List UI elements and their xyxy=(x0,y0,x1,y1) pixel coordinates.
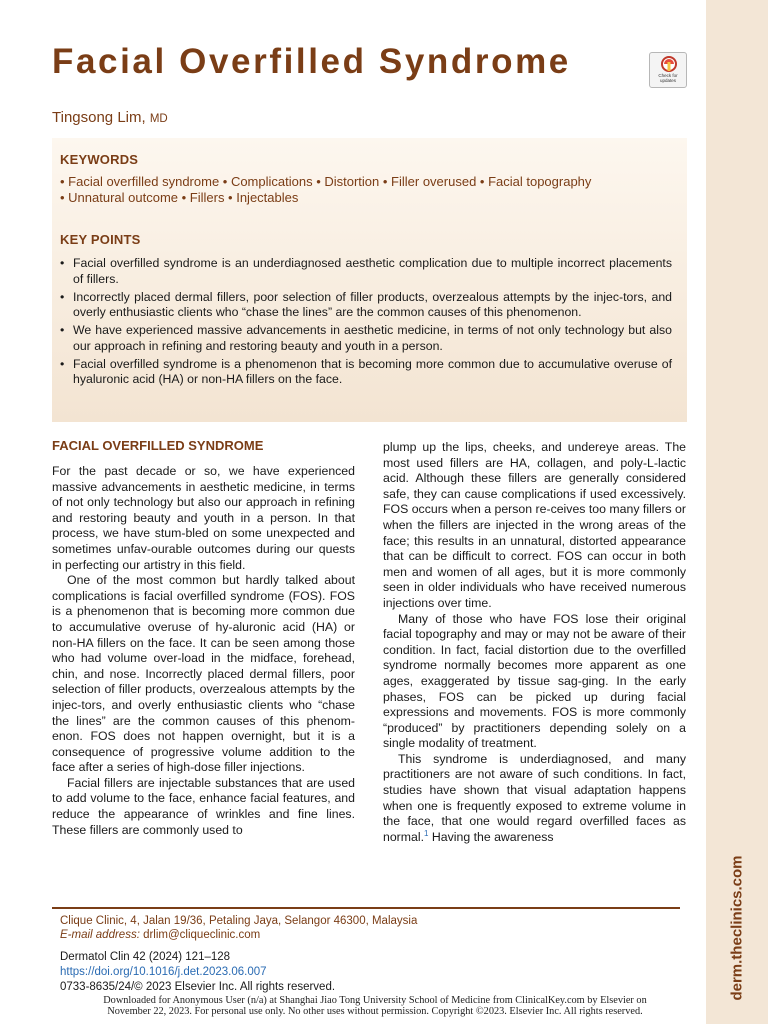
body-column-right xyxy=(383,440,686,845)
keywords-line: • Facial overfilled syndrome • Complications • Distortion • Filler overused • Facial topography xyxy=(60,174,592,189)
email-address[interactable]: drlim@cliqueclinic.com xyxy=(139,929,261,941)
key-point-item: • We have experienced massive advancements in aesthetic medicine, in terms of not only technology but also our approach in refining and restoring beauty and youth in a person. xyxy=(60,323,672,354)
body-paragraph: Many of those who have FOS lose their original facial topography and may or may not be aware of their condition. In fact, facial distortion due to the overfilled syndrome normally becomes more apparent as one ages, exaggerated by tissue sag-ging. In the early phases, FOS can be picked up during facial expressions and movements. FOS is more commonly “produced” by practitioners depending solely on a single modality of treatment. xyxy=(383,611,686,751)
key-point-item: • Facial overfilled syndrome is an underdiagnosed aesthetic complication due to multiple incorrect placements of fillers. xyxy=(60,256,672,287)
crossmark-icon xyxy=(659,56,679,73)
body-column-left xyxy=(52,464,355,838)
body-paragraph: One of the most common but hardly talked about complications is facial overfilled syndrome (FOS). FOS is a phenomenon that is becoming more common due to accumulative overuse of hy-aluronic acid (HA) or non-HA fillers on the face. It can be seen among those who had volume over-load in the midface, forehead, chin, and nose. Incorrectly placed dermal fillers, poor selection of filler products, overzealous attempts by the injec-tors, and overly enthusiastic clients who “chase the lines” are the common causes of this phenom-enon. FOS does not happen overnight, but it is a consequence of progressive volume addition to the face after a series of high-dose filler injections. xyxy=(52,573,355,775)
download-notice: Downloaded for Anonymous User (n/a) at Shanghai Jiao Tong University School of Medicine from ClinicalKey.com by Elsevier on November 22, 2023. For personal use only. No other uses without permission. Copyright ©2023. Elsevier Inc. All rights reserved. xyxy=(103,995,647,1017)
section-heading: FACIAL OVERFILLED SYNDROME xyxy=(52,438,264,453)
affiliation: Clique Clinic, 4, Jalan 19/36, Petaling Jaya, Selangor 46300, Malaysia xyxy=(60,915,418,927)
key-points-list xyxy=(60,256,672,390)
copyright: 0733-8635/24/© 2023 Elsevier Inc. All rights reserved. xyxy=(60,981,336,993)
author-byline xyxy=(52,109,168,126)
article-title: Facial Overfilled Syndrome xyxy=(52,42,571,81)
author-degree: MD xyxy=(149,113,168,125)
key-point-item: • Incorrectly placed dermal fillers, poor selection of filler products, overzealous attempts by the injec-tors, and overly enthusiastic clients who “chase the lines” are the common causes of this phenomenon. xyxy=(60,290,672,321)
footer-divider xyxy=(52,907,680,909)
check-for-updates-label: Check for updates xyxy=(658,73,678,83)
reference-link[interactable]: 1 xyxy=(424,828,429,838)
author-name: Tingsong Lim, xyxy=(52,109,150,126)
body-paragraph: Facial fillers are injectable substances that are used to add volume to the face, enhance facial features, and reduce the appearance of wrinkles and fine lines. These fillers are commonly used to xyxy=(52,775,355,837)
key-points-heading: KEY POINTS xyxy=(60,232,141,247)
body-paragraph: For the past decade or so, we have experienced massive advancements in aesthetic medicine, in terms of not only technology but also our approach in refining and restoring beauty and youth in a person. In that process, we have stum-bled on some unexpected and sometimes unfav-ourable outcomes during our quests in perfecting our artistry in this field. xyxy=(52,464,355,572)
citation: Dermatol Clin 42 (2024) 121–128 xyxy=(60,951,231,963)
doi-link[interactable]: https://doi.org/10.1016/j.det.2023.06.007 xyxy=(60,966,267,978)
keywords-heading: KEYWORDS xyxy=(60,152,139,167)
email-line xyxy=(60,929,260,941)
body-paragraph: plump up the lips, cheeks, and undereye areas. The most used fillers are HA, collagen, and poly-L-lactic acid. Although these fillers are generally considered safe, they can cause complications if used excessively. FOS occurs when a person re-ceives too many fillers or when the fillers are injected in the wrong areas of the face; this results in an unnatural, distorted appearance that can be difficult to correct. FOS can occur in both men and women of all ages, but it is more commonly seen in older individuals who have received numerous injections over time. xyxy=(383,440,686,610)
keywords-line: • Unnatural outcome • Fillers • Injectables xyxy=(60,190,299,205)
check-for-updates-button[interactable] xyxy=(649,52,687,88)
body-paragraph: This syndrome is underdiagnosed, and many practitioners are not aware of such conditions. In fact, studies have shown that visual adaptation happens when one is frequently exposed to extreme volume in the face, that one would regard overfilled faces as normal.$^1$ Having the awareness xyxy=(383,751,686,844)
email-label: E-mail address: xyxy=(60,929,140,941)
journal-url[interactable]: derm.theclinics.com xyxy=(728,855,746,1001)
key-point-item: • Facial overfilled syndrome is a phenomenon that is becoming more common due to accumulative overuse of hyaluronic acid (HA) or non-HA fillers on the face. xyxy=(60,357,672,388)
